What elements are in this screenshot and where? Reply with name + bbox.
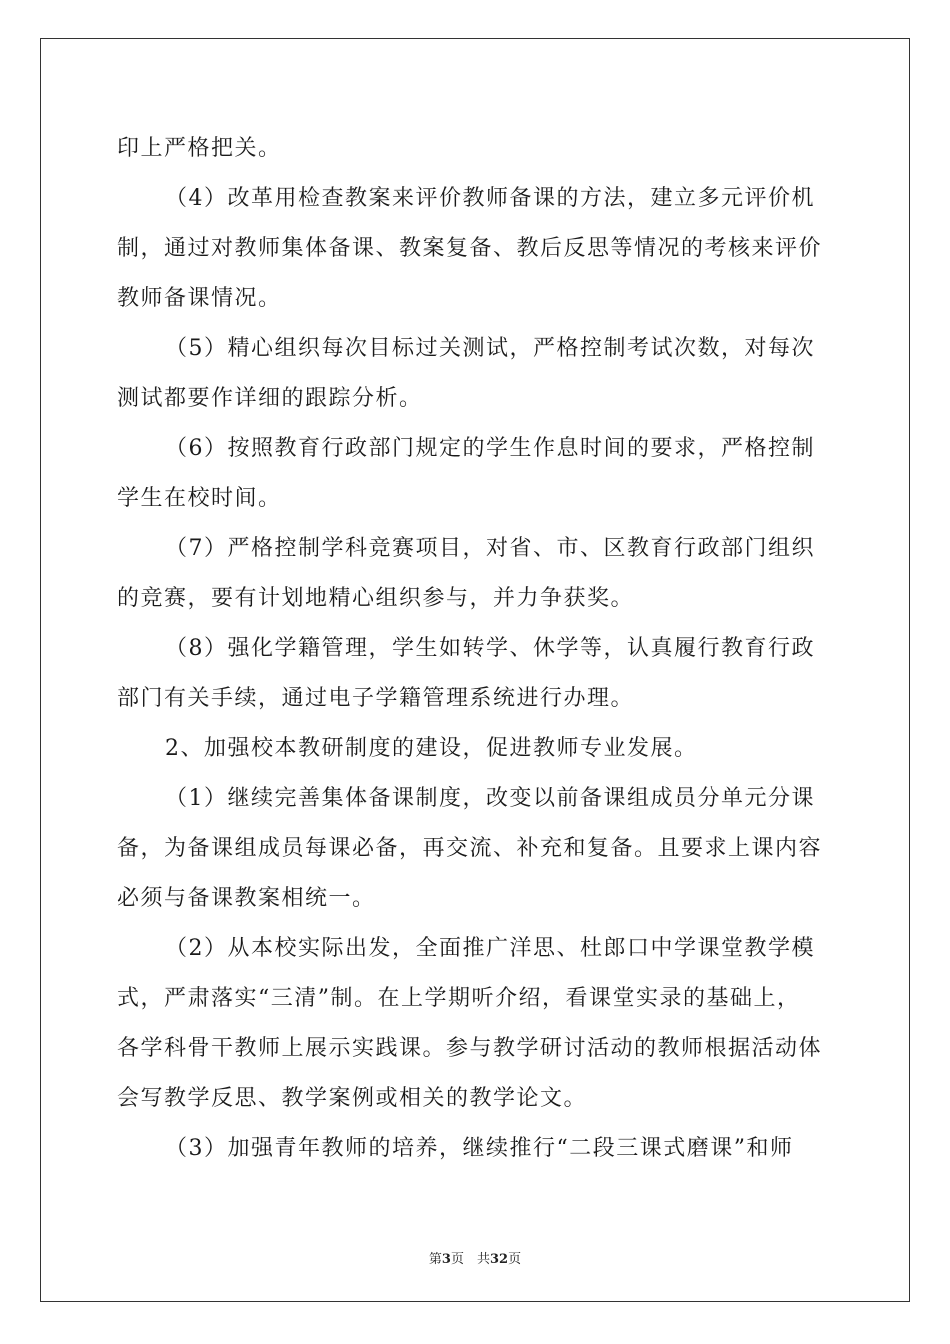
text-line: 会写教学反思、教学案例或相关的教学论文。 [117, 1086, 588, 1111]
text-line: 各学科骨干教师上展示实践课。参与教学研讨活动的教师根据活动体 [117, 1036, 823, 1061]
text-line: 制，通过对教师集体备课、教案复备、教后反思等情况的考核来评价 [117, 236, 823, 261]
text-line: 印上严格把关。 [117, 136, 282, 161]
text-line: （2）从本校实际出发，全面推广洋思、杜郎口中学课堂教学模 [165, 936, 815, 961]
page-footer [0, 1248, 950, 1267]
text-line: 的竞赛，要有计划地精心组织参与，并力争获奖。 [117, 586, 635, 611]
text-line: （6）按照教育行政部门规定的学生作息时间的要求，严格控制 [165, 436, 815, 461]
text-line: （4）改革用检查教案来评价教师备课的方法，建立多元评价机 [165, 186, 815, 211]
text-line: （7）严格控制学科竞赛项目，对省、市、区教育行政部门组织 [165, 536, 815, 561]
section-heading: 2、加强校本教研制度的建设，促进教师专业发展。 [165, 736, 698, 761]
text-line: （3）加强青年教师的培养，继续推行“二段三课式磨课”和师 [165, 1136, 794, 1161]
footer-page-total: 32 [489, 1252, 509, 1267]
text-line: 测试都要作详细的跟踪分析。 [117, 386, 423, 411]
footer-mid: 页 共 [450, 1252, 490, 1267]
text-line: （8）强化学籍管理，学生如转学、休学等，认真履行教育行政 [165, 636, 815, 661]
text-line: 学生在校时间。 [117, 486, 282, 511]
text-line: 式，严肃落实“三清”制。在上学期听介绍，看课堂实录的基础上， [117, 986, 801, 1011]
text-line: （5）精心组织每次目标过关测试，严格控制考试次数，对每次 [165, 336, 815, 361]
footer-prefix: 第 [428, 1252, 442, 1267]
footer-suffix: 页 [508, 1252, 522, 1267]
footer-page-current: 3 [441, 1252, 451, 1267]
text-line: （1）继续完善集体备课制度，改变以前备课组成员分单元分课 [165, 786, 815, 811]
text-line: 备，为备课组成员每课必备，再交流、补充和复备。且要求上课内容 [117, 836, 823, 861]
text-line: 教师备课情况。 [117, 286, 282, 311]
text-line: 必须与备课教案相统一。 [117, 886, 376, 911]
document-body [117, 124, 837, 1174]
text-line: 部门有关手续，通过电子学籍管理系统进行办理。 [117, 686, 635, 711]
